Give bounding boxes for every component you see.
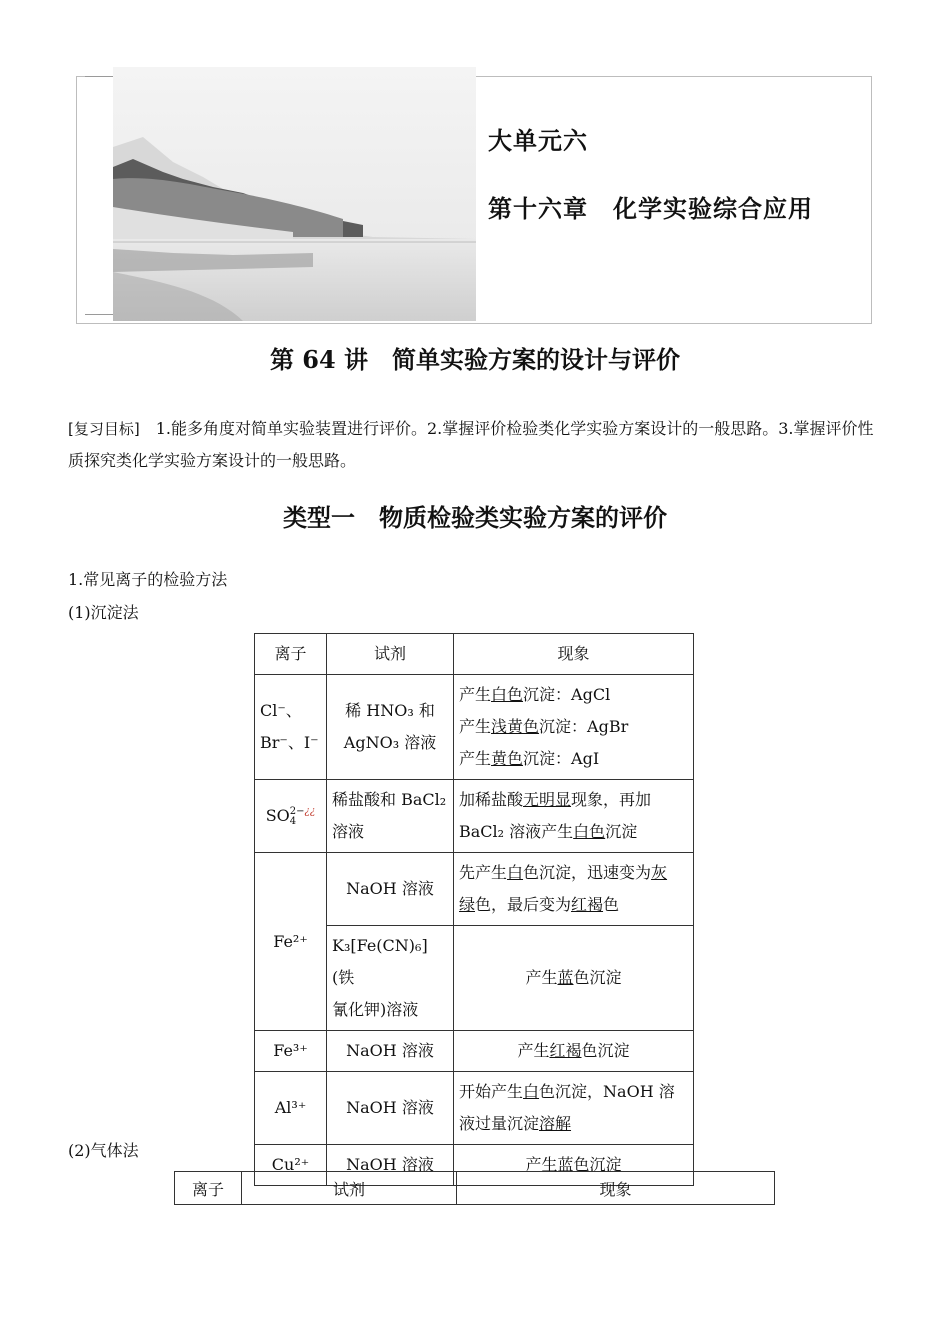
phenomenon-line: 产生浅黄色沉淀：AgBr [459, 717, 629, 736]
table-row [255, 853, 694, 926]
table-row [255, 780, 694, 853]
banner-corner-line [85, 76, 113, 77]
phenomenon-cell: 产生蓝色沉淀 [454, 926, 694, 1031]
phenomenon-line: 产生白色沉淀：AgCl [459, 685, 611, 704]
reagent-text: 氰化钾)溶液 [332, 1000, 419, 1019]
header-ion: 离子 [255, 634, 327, 675]
header-phenomenon: 现象 [457, 1172, 775, 1205]
phenomenon-cell [454, 1072, 694, 1145]
ion-charge: 2−¿¿ 4 [289, 805, 316, 827]
reagent-cell: NaOH 溶液 [327, 1072, 454, 1145]
reagent-cell [327, 926, 454, 1031]
unit-title: 大单元六 [488, 126, 588, 155]
ion-text: Cl⁻、 [260, 701, 302, 720]
review-objectives [68, 413, 876, 477]
phenomenon-line: 产生黄色沉淀：AgI [459, 749, 600, 768]
table-row [255, 1072, 694, 1145]
lake-landscape-image [113, 67, 476, 321]
lecture-title: 第 64 讲 简单实验方案的设计与评价 [269, 345, 681, 374]
header-phenomenon: 现象 [454, 634, 694, 675]
reagent-text: 稀盐酸和 BaCl₂ [332, 790, 447, 809]
reagent-cell [327, 780, 454, 853]
banner-corner-line [85, 314, 113, 315]
chapter-banner [76, 76, 872, 324]
phenomenon-line: 加稀盐酸无明显现象，再加 [459, 790, 652, 809]
ion-cell [255, 780, 327, 853]
objectives-tag: [复习目标] [68, 420, 140, 438]
phenomenon-cell [454, 780, 694, 853]
header-reagent: 试剂 [327, 634, 454, 675]
subsection-heading: (1)沉淀法 [68, 603, 139, 622]
table-header-row [175, 1172, 775, 1205]
section-heading: 1.常见离子的检验方法 [68, 570, 228, 589]
ion-text: SO [265, 806, 290, 825]
ion-cell [255, 675, 327, 780]
reagent-cell: NaOH 溶液 [327, 853, 454, 926]
objectives-text: 1.能多角度对简单实验装置进行评价。2.掌握评价检验类化学实验方案设计的一般思路。3.掌握评价性质探究类化学实验方案设计的一般思路。 [68, 419, 874, 470]
ion-cell: Al³⁺ [255, 1072, 327, 1145]
subsection-heading: (2)气体法 [68, 1141, 139, 1160]
phenomenon-cell: 产生红褐色沉淀 [454, 1031, 694, 1072]
precipitation-method-table [254, 633, 694, 1186]
header-ion: 离子 [175, 1172, 242, 1205]
phenomenon-line: 先产生白色沉淀，迅速变为灰 [459, 863, 668, 882]
ion-cell: Fe²⁺ [255, 853, 327, 1031]
ion-text: Br⁻、I⁻ [260, 733, 319, 752]
reagent-text: K₃[Fe(CN)₆](铁 [332, 936, 428, 987]
header-reagent: 试剂 [242, 1172, 457, 1205]
phenomenon-cell [454, 675, 694, 780]
phenomenon-line: 液过量沉淀溶解 [459, 1114, 572, 1133]
reagent-text: 溶液 [332, 822, 365, 841]
phenomenon-line: BaCl₂ 溶液产生白色沉淀 [459, 822, 638, 841]
reagent-text: 稀 HNO₃ 和 [345, 701, 435, 720]
reagent-cell: NaOH 溶液 [327, 1145, 454, 1186]
phenomenon-cell [454, 853, 694, 926]
table-header-row [255, 634, 694, 675]
table-row [255, 675, 694, 780]
phenomenon-line: 绿色，最后变为红褐色 [459, 895, 620, 914]
phenomenon-cell: 产生蓝色沉淀 [454, 1145, 694, 1186]
gas-method-table [174, 1171, 775, 1205]
phenomenon-line: 开始产生白色沉淀，NaOH 溶 [459, 1082, 675, 1101]
table-row [255, 1031, 694, 1072]
reagent-cell [327, 675, 454, 780]
ion-cell: Cu²⁺ [255, 1145, 327, 1186]
type-title: 类型一 物质检验类实验方案的评价 [283, 503, 667, 532]
reagent-cell: NaOH 溶液 [327, 1031, 454, 1072]
reagent-text: AgNO₃ 溶液 [343, 733, 437, 752]
ion-cell: Fe³⁺ [255, 1031, 327, 1072]
chapter-title: 第十六章 化学实验综合应用 [488, 194, 813, 223]
